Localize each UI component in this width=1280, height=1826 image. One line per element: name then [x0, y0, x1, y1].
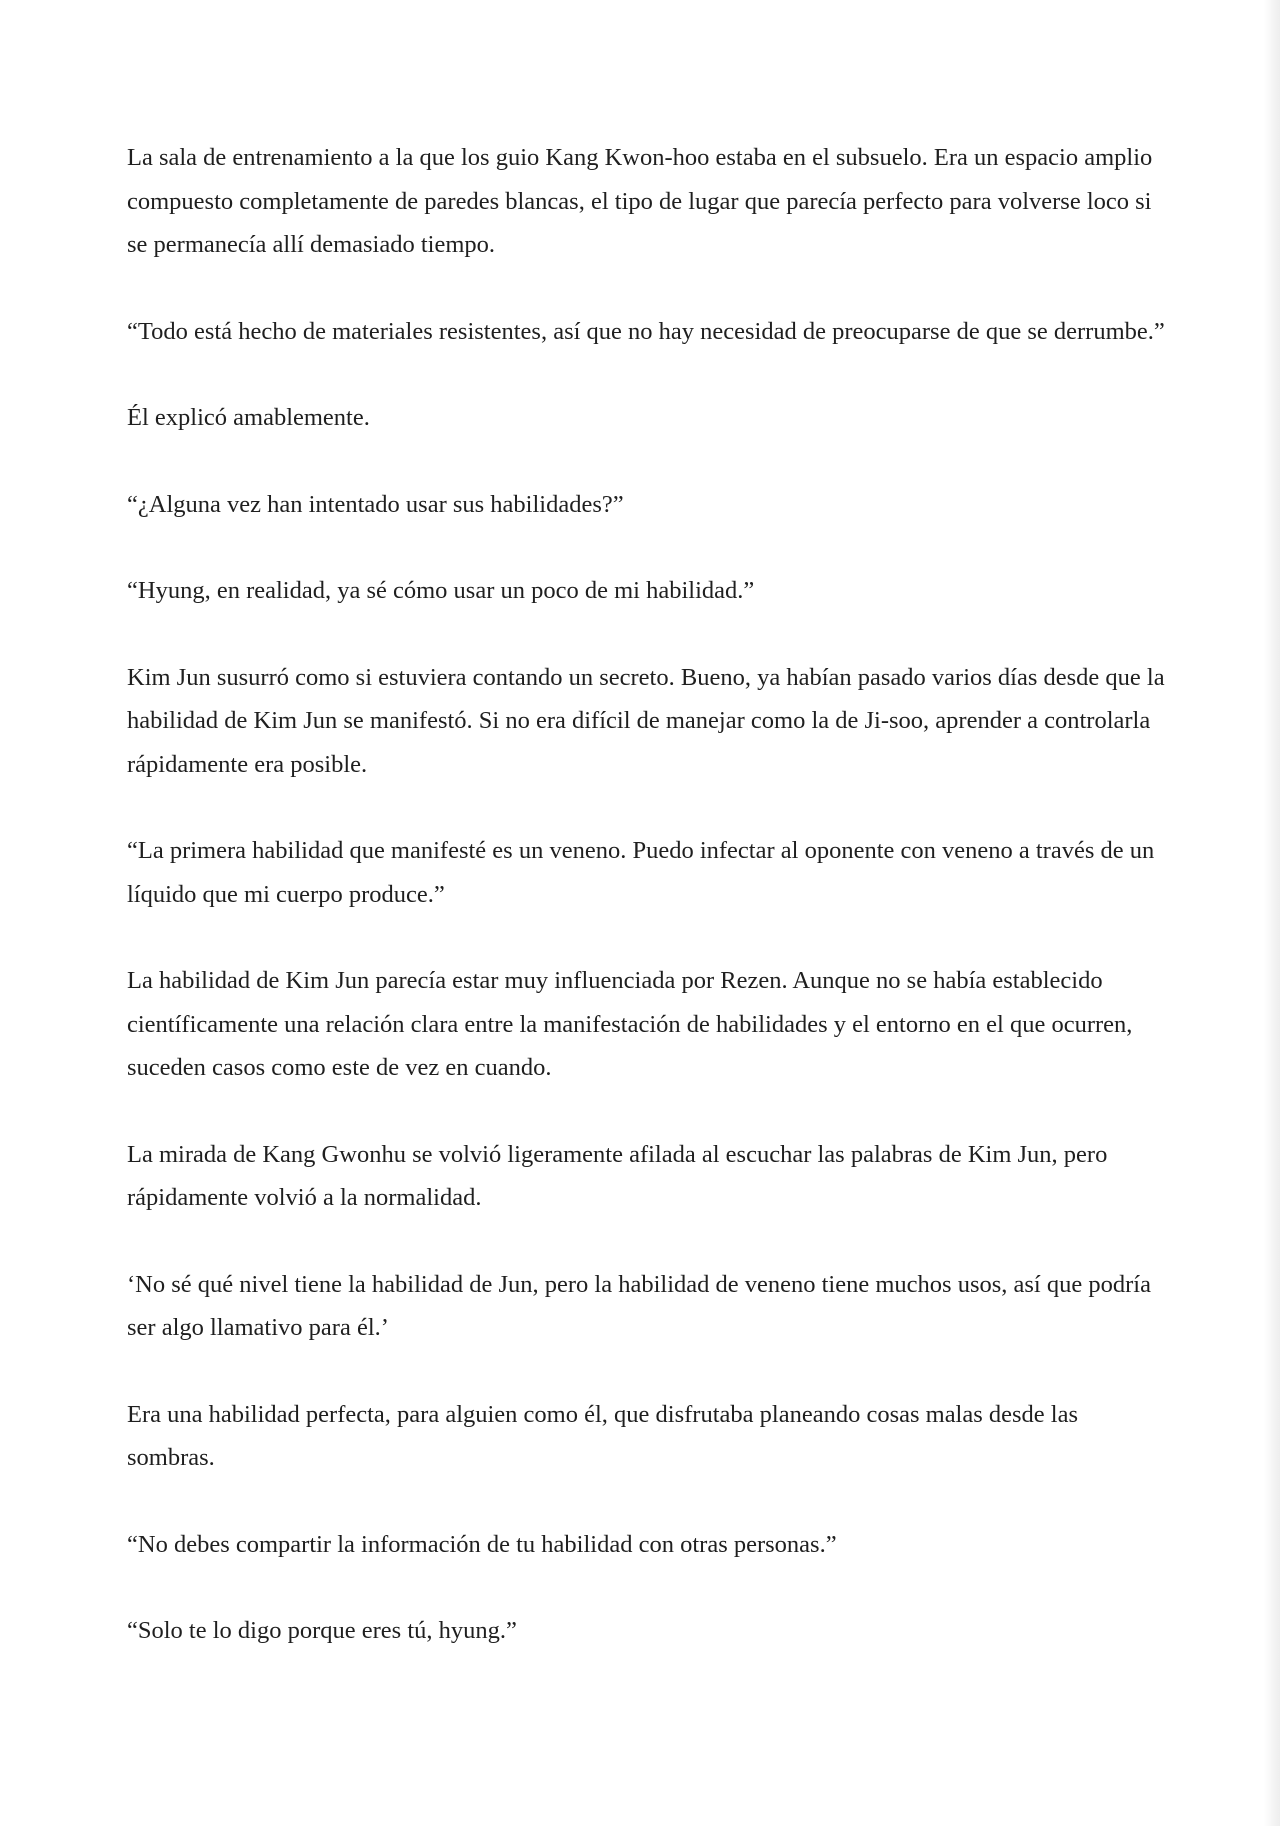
paragraph-11: Era una habilidad perfecta, para alguien como él, que disfrutaba planeando cosas malas desde las sombras.: [127, 1400, 1079, 1471]
paragraph-6: Kim Jun susurró como si estuviera contando un secreto. Bueno, ya habían pasado varios días desde que la habilidad de Kim Jun se manifestó. Si no era difícil de manejar como la de Ji-soo, aprender a controlarla rápidamente era posible.: [127, 663, 1165, 778]
paragraph-5: “Hyung, en realidad, ya sé cómo usar un poco de mi habilidad.”: [127, 577, 755, 604]
paragraph-13: “Solo te lo digo porque eres tú, hyung.”: [127, 1617, 517, 1644]
paragraph-2: “Todo está hecho de materiales resistentes, así que no hay necesidad de preocuparse de que se derrumbe.”: [127, 317, 1165, 345]
paragraph-9: La mirada de Kang Gwonhu se volvió ligeramente afilada al escuchar las palabras de Kim Jun, pero rápidamente volvió a la normalidad.: [127, 1140, 1108, 1211]
paragraph-12: “No debes compartir la información de tu habilidad con otras personas.”: [127, 1530, 837, 1558]
paragraph-8: La habilidad de Kim Jun parecía estar muy influenciada por Rezen. Aunque no se había establecido científicamente una relación clara entre la manifestación de habilidades y el entorno en el que ocurren, suceden casos como este de vez en cuando.: [127, 967, 1133, 1081]
paragraph-4: “¿Alguna vez han intentado usar sus habilidades?”: [127, 490, 624, 518]
document-body: [127, 136, 1167, 1696]
paragraph-3: Él explicó amablemente.: [127, 404, 370, 431]
page-edge-shadow: [1264, 0, 1280, 1826]
paragraph-10: ‘No sé qué nivel tiene la habilidad de Jun, pero la habilidad de veneno tiene muchos usos, así que podría ser algo llamativo para él.’: [127, 1270, 1151, 1341]
paragraph-7: “La primera habilidad que manifesté es un veneno. Puedo infectar al oponente con veneno a través de un líquido que mi cuerpo produce.”: [127, 837, 1155, 908]
paragraph-1: La sala de entrenamiento a la que los guio Kang Kwon-hoo estaba en el subsuelo. Era un espacio amplio compuesto completamente de paredes blancas, el tipo de lugar que parecía perfecto para volverse loco si se permanecía allí demasiado tiempo.: [127, 144, 1153, 258]
